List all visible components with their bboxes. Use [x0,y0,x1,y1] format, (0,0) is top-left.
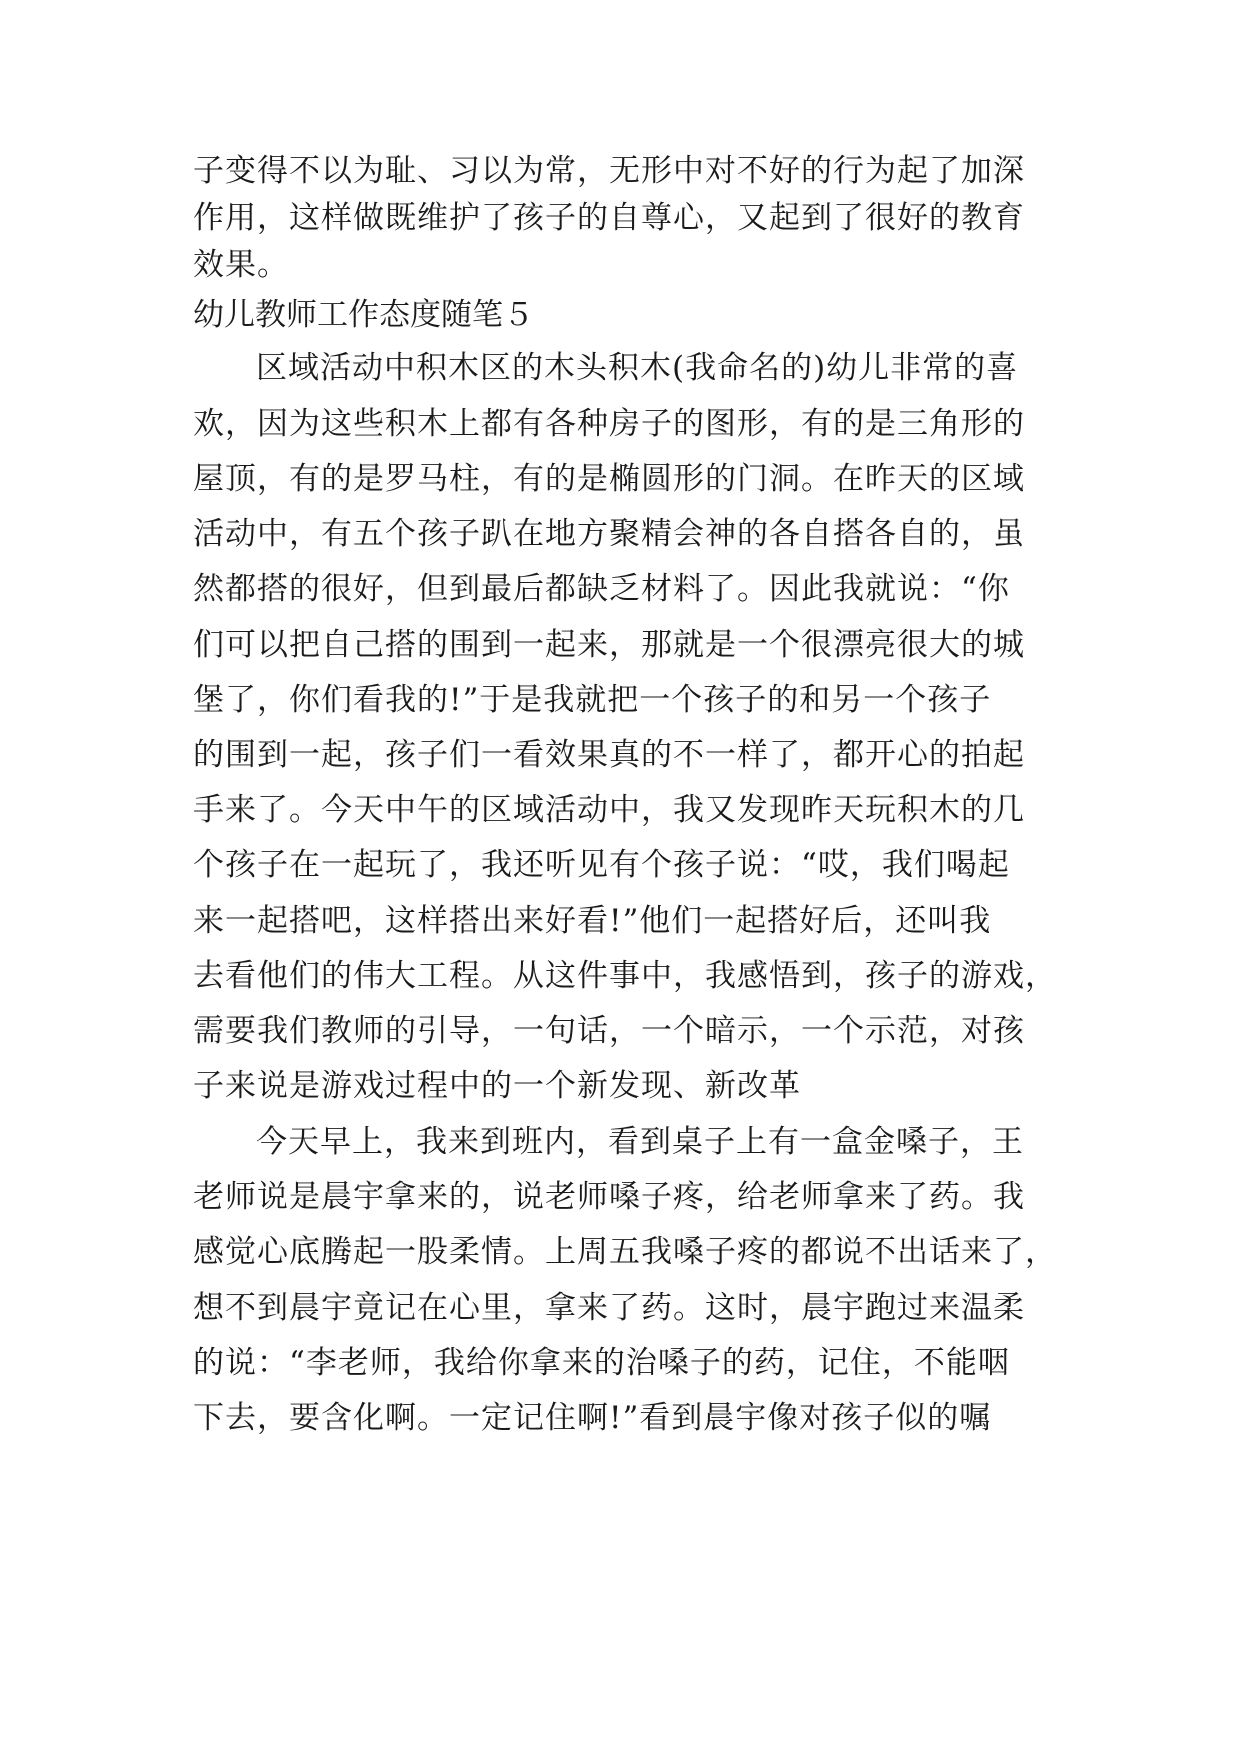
text-line: 需要我们教师的引导，一句话，一个暗示，一个示范，对孩 [193,1013,1025,1049]
text-line: 活动中，有五个孩子趴在地方聚精会神的各自搭各自的，虽 [193,516,1025,552]
section-heading: 幼儿教师工作态度随笔５ [193,297,534,333]
text-line: 想不到晨宇竟记在心里，拿来了药。这时，晨宇跑过来温柔 [193,1290,1025,1326]
text-line: 的说：“李老师，我给你拿来的治嗓子的药，记住，不能咽 [193,1345,1010,1381]
text-line: 子来说是游戏过程中的一个新发现、新改革 [193,1068,801,1104]
text-line: 今天早上，我来到班内，看到桌子上有一盒金嗓子，王 [256,1124,1024,1160]
text-line: 堡了，你们看我的!”于是我就把一个孩子的和另一个孩子 [193,682,992,718]
text-line: 个孩子在一起玩了，我还听见有个孩子说：“哎，我们喝起 [193,847,1010,883]
text-line: 欢，因为这些积木上都有各种房子的图形，有的是三角形的 [193,406,1025,442]
text-line: 去看他们的伟大工程。从这件事中，我感悟到，孩子的游戏， [193,958,1057,994]
text-line: 手来了。今天中午的区域活动中，我又发现昨天玩积木的几 [193,792,1025,828]
text-line: 们可以把自己搭的围到一起来，那就是一个很漂亮很大的城 [193,627,1025,663]
text-line: 的围到一起，孩子们一看效果真的不一样了，都开心的拍起 [193,737,1025,773]
text-line: 感觉心底腾起一股柔情。上周五我嗓子疼的都说不出话来了， [193,1234,1057,1270]
text-line: 效果。 [193,247,289,283]
text-line: 区域活动中积木区的木头积木(我命名的)幼儿非常的喜 [256,350,1019,386]
text-line: 下去，要含化啊。一定记住啊!”看到晨宇像对孩子似的嘱 [193,1400,992,1436]
text-line: 然都搭的很好，但到最后都缺乏材料了。因此我就说：“你 [193,571,1010,607]
text-line: 来一起搭吧，这样搭出来好看!”他们一起搭好后，还叫我 [193,903,992,939]
text-line: 子变得不以为耻、习以为常，无形中对不好的行为起了加深 [193,153,1025,189]
text-line: 屋顶，有的是罗马柱，有的是椭圆形的门洞。在昨天的区域 [193,461,1025,497]
text-line: 作用，这样做既维护了孩子的自尊心，又起到了很好的教育 [193,200,1025,236]
text-line: 老师说是晨宇拿来的，说老师嗓子疼，给老师拿来了药。我 [193,1179,1025,1215]
